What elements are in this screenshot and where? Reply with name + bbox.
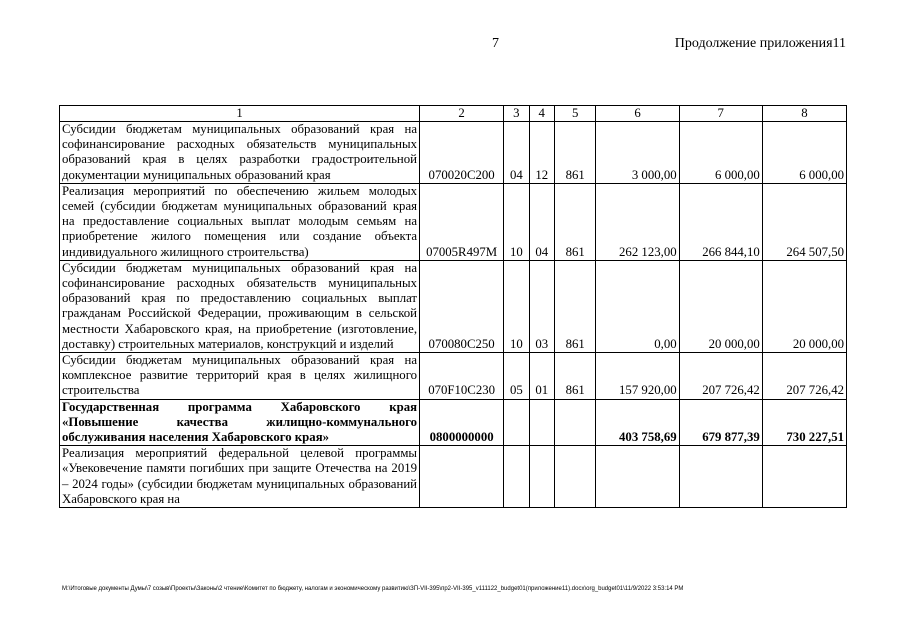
row-col6: 3 000,00 [596, 122, 679, 184]
row-col3: 05 [504, 353, 529, 400]
row-code: 0800000000 [420, 399, 504, 446]
row-description: Субсидии бюджетам муниципальных образований края на комплексное развитие территорий края в целях жилищного строительства [60, 353, 420, 400]
row-col8 [762, 446, 846, 508]
page-number: 7 [492, 36, 499, 51]
table-row [60, 183, 847, 260]
column-header: 3 [504, 106, 529, 122]
table-row [60, 122, 847, 184]
row-col7: 266 844,10 [679, 183, 762, 260]
row-col4: 03 [529, 260, 554, 352]
program-row [60, 399, 847, 446]
row-col5: 861 [554, 260, 596, 352]
row-col3 [504, 446, 529, 508]
row-col8: 207 726,42 [762, 353, 846, 400]
continuation-title: Продолжение приложения11 [674, 36, 846, 51]
column-header: 8 [762, 106, 846, 122]
row-col8: 264 507,50 [762, 183, 846, 260]
row-col4 [529, 399, 554, 446]
row-col6 [596, 446, 679, 508]
row-code [420, 446, 504, 508]
table-row [60, 260, 847, 352]
row-description: Субсидии бюджетам муниципальных образований края на софинансирование расходных обязательств муниципальных образований края в целях разработки градостроительной документации муниципальных образований края [60, 122, 420, 184]
column-header: 2 [420, 106, 504, 122]
row-col8: 20 000,00 [762, 260, 846, 352]
row-code: 070080С250 [420, 260, 504, 352]
header-row [60, 106, 847, 122]
row-code: 070F10С230 [420, 353, 504, 400]
row-col3: 04 [504, 122, 529, 184]
row-description: Государственная программа Хабаровского края «Повышение качества жилищно-коммунального обслуживания населения Хабаровского края» [60, 399, 420, 446]
row-code: 07005R497M [420, 183, 504, 260]
row-col5: 861 [554, 353, 596, 400]
row-col7: 20 000,00 [679, 260, 762, 352]
column-header: 6 [596, 106, 679, 122]
row-col8: 730 227,51 [762, 399, 846, 446]
column-header: 7 [679, 106, 762, 122]
table-row [60, 353, 847, 400]
row-col5: 861 [554, 183, 596, 260]
row-code: 070020С200 [420, 122, 504, 184]
table-row [60, 446, 847, 508]
row-col7: 207 726,42 [679, 353, 762, 400]
row-col5: 861 [554, 122, 596, 184]
row-col8: 6 000,00 [762, 122, 846, 184]
row-col6: 157 920,00 [596, 353, 679, 400]
row-col5 [554, 399, 596, 446]
row-col6: 403 758,69 [596, 399, 679, 446]
row-col4: 12 [529, 122, 554, 184]
row-col3: 10 [504, 183, 529, 260]
row-col4 [529, 446, 554, 508]
row-col4: 04 [529, 183, 554, 260]
budget-table [59, 105, 847, 508]
footer-file-path: M:\Итоговые документы Думы\7 созыв\Проекты\Законы\2 чтение\Комитет по бюджету, налогам и экономическому развитию\ЗП-VII-395\пр2-VII-395_v111122_budget01(приложение11).docx\org_budget01\11/9/2022 3:53:14 PM [62, 586, 684, 592]
row-col6: 262 123,00 [596, 183, 679, 260]
row-col5 [554, 446, 596, 508]
column-header: 4 [529, 106, 554, 122]
column-header: 5 [554, 106, 596, 122]
row-col3 [504, 399, 529, 446]
row-col4: 01 [529, 353, 554, 400]
row-description: Реализация мероприятий по обеспечению жильем молодых семей (субсидии бюджетам муниципальных образований края на предоставление социальных выплат молодым семьям на приобретение жилого помещения или создание объекта индивидуального жилищного строительства) [60, 183, 420, 260]
row-description: Реализация мероприятий федеральной целевой программы «Увековечение памяти погибших при защите Отечества на 2019 – 2024 годы» (субсидии бюджетам муниципальных образований Хабаровского края на [60, 446, 420, 508]
row-col7: 6 000,00 [679, 122, 762, 184]
row-description: Субсидии бюджетам муниципальных образований края на софинансирование расходных обязательств муниципальных образований края по предоставлению социальных выплат гражданам Российской Федерации, проживающим в сельской местности Хабаровского края, на приобретение (изготовление, доставку) строительных материалов, конструкций и изделий [60, 260, 420, 352]
column-header: 1 [60, 106, 420, 122]
row-col3: 10 [504, 260, 529, 352]
row-col7: 679 877,39 [679, 399, 762, 446]
row-col7 [679, 446, 762, 508]
row-col6: 0,00 [596, 260, 679, 352]
